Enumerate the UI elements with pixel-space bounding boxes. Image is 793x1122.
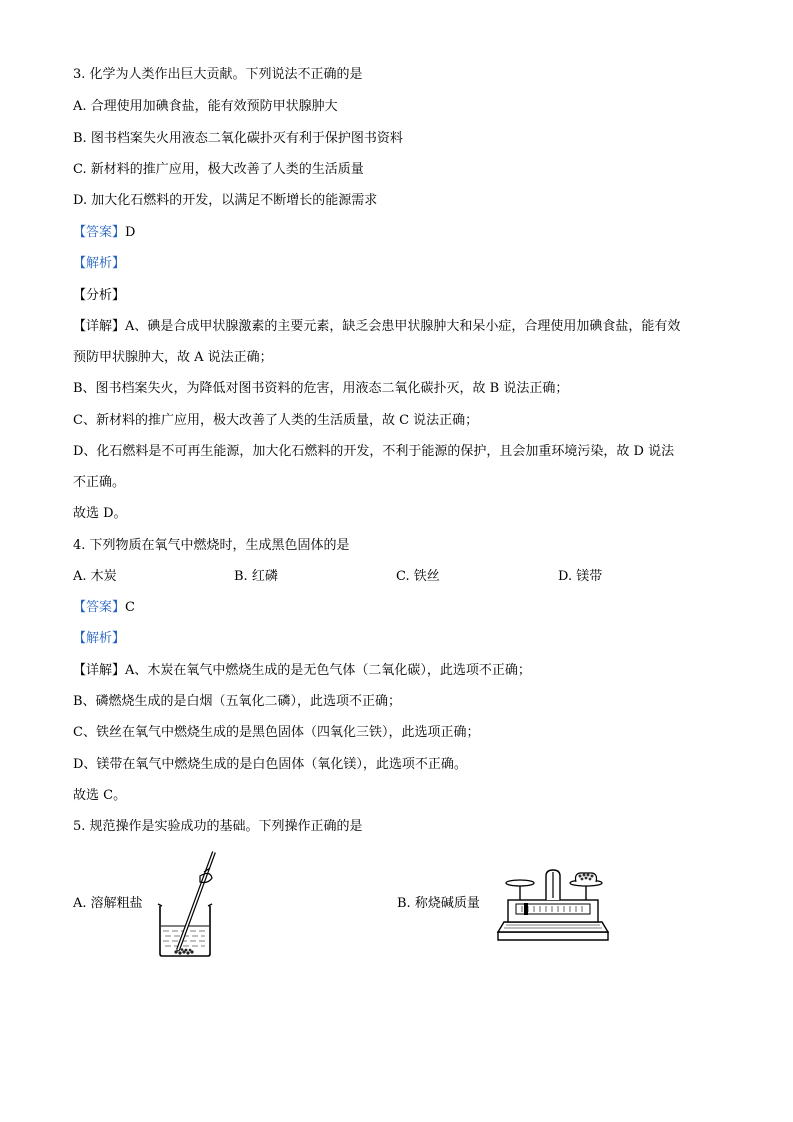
q4-detail-line: B、磷燃烧生成的是白烟（五氧化二磷），此选项不正确； — [73, 694, 402, 709]
q3-conclusion: 故选 D。 — [73, 506, 127, 521]
q4-detail-line: D、镁带在氧气中燃烧生成的是白色固体（氧化镁），此选项不正确。 — [73, 757, 467, 772]
answer-value: D — [125, 225, 136, 240]
q3-detail-line: 【详解】A、碘是合成甲状腺激素的主要元素，缺乏会患甲状腺肿大和呆小症，合理使用加碘食盐，能有效 — [73, 319, 681, 334]
beaker-stirring-figure — [150, 848, 222, 960]
q3-detail-line: C、新材料的推广应用，极大改善了人类的生活质量，故 C 说法正确； — [73, 413, 479, 428]
q3-analysis-tag: 【解析】 — [73, 256, 126, 271]
q3-option-b: B. 图书档案失火用液态二氧化碳扑灭有利于保护图书资料 — [73, 131, 403, 146]
q4-option-c: C. 铁丝 — [396, 569, 440, 584]
q3-detail-line: B、图书档案失火，为降低对图书资料的危害，用液态二氧化碳扑灭，故 B 说法正确； — [73, 381, 569, 396]
q3-option-a: A. 合理使用加碘食盐，能有效预防甲状腺肿大 — [73, 99, 338, 114]
answer-tag: 【答案】 — [73, 225, 126, 240]
q3-detail-line: D、化石燃料是不可再生能源，加大化石燃料的开发，不利于能源的保护，且会加重环境污染，故 D 说法 — [73, 444, 675, 459]
q5-question: 5. 规范操作是实验成功的基础。下列操作正确的是 — [73, 819, 363, 834]
q4-answer — [73, 599, 135, 617]
q3-question: 3. 化学为人类作出巨大贡献。下列说法不正确的是 — [73, 67, 363, 82]
q3-detail-line: 预防甲状腺肿大，故 A 说法正确； — [73, 350, 273, 365]
q3-detail-line: 不正确。 — [73, 475, 126, 490]
q3-option-d: D. 加大化石燃料的开发，以满足不断增长的能源需求 — [73, 193, 378, 208]
answer-value: C — [125, 600, 135, 615]
q4-detail-line: C、铁丝在氧气中燃烧生成的是黑色固体（四氧化三铁），此选项正确； — [73, 725, 480, 740]
q3-fenxi-tag: 【分析】 — [73, 288, 126, 303]
answer-tag: 【答案】 — [73, 600, 126, 615]
q4-option-a: A. 木炭 — [73, 569, 117, 584]
q3-answer — [73, 224, 135, 242]
q5-option-a: A. 溶解粗盐 — [73, 896, 143, 911]
q4-option-b: B. 红磷 — [234, 569, 278, 584]
q4-conclusion: 故选 C。 — [73, 788, 127, 803]
q4-question: 4. 下列物质在氧气中燃烧时，生成黑色固体的是 — [73, 538, 350, 553]
balance-scale-figure — [494, 862, 612, 944]
q4-analysis-tag: 【解析】 — [73, 631, 126, 646]
q5-option-b: B. 称烧碱质量 — [397, 896, 480, 911]
q4-detail-line: 【详解】A、木炭在氧气中燃烧生成的是无色气体（二氧化碳），此选项不正确； — [73, 663, 531, 678]
q4-option-d: D. 镁带 — [558, 569, 603, 584]
q3-option-c: C. 新材料的推广应用，极大改善了人类的生活质量 — [73, 162, 364, 177]
